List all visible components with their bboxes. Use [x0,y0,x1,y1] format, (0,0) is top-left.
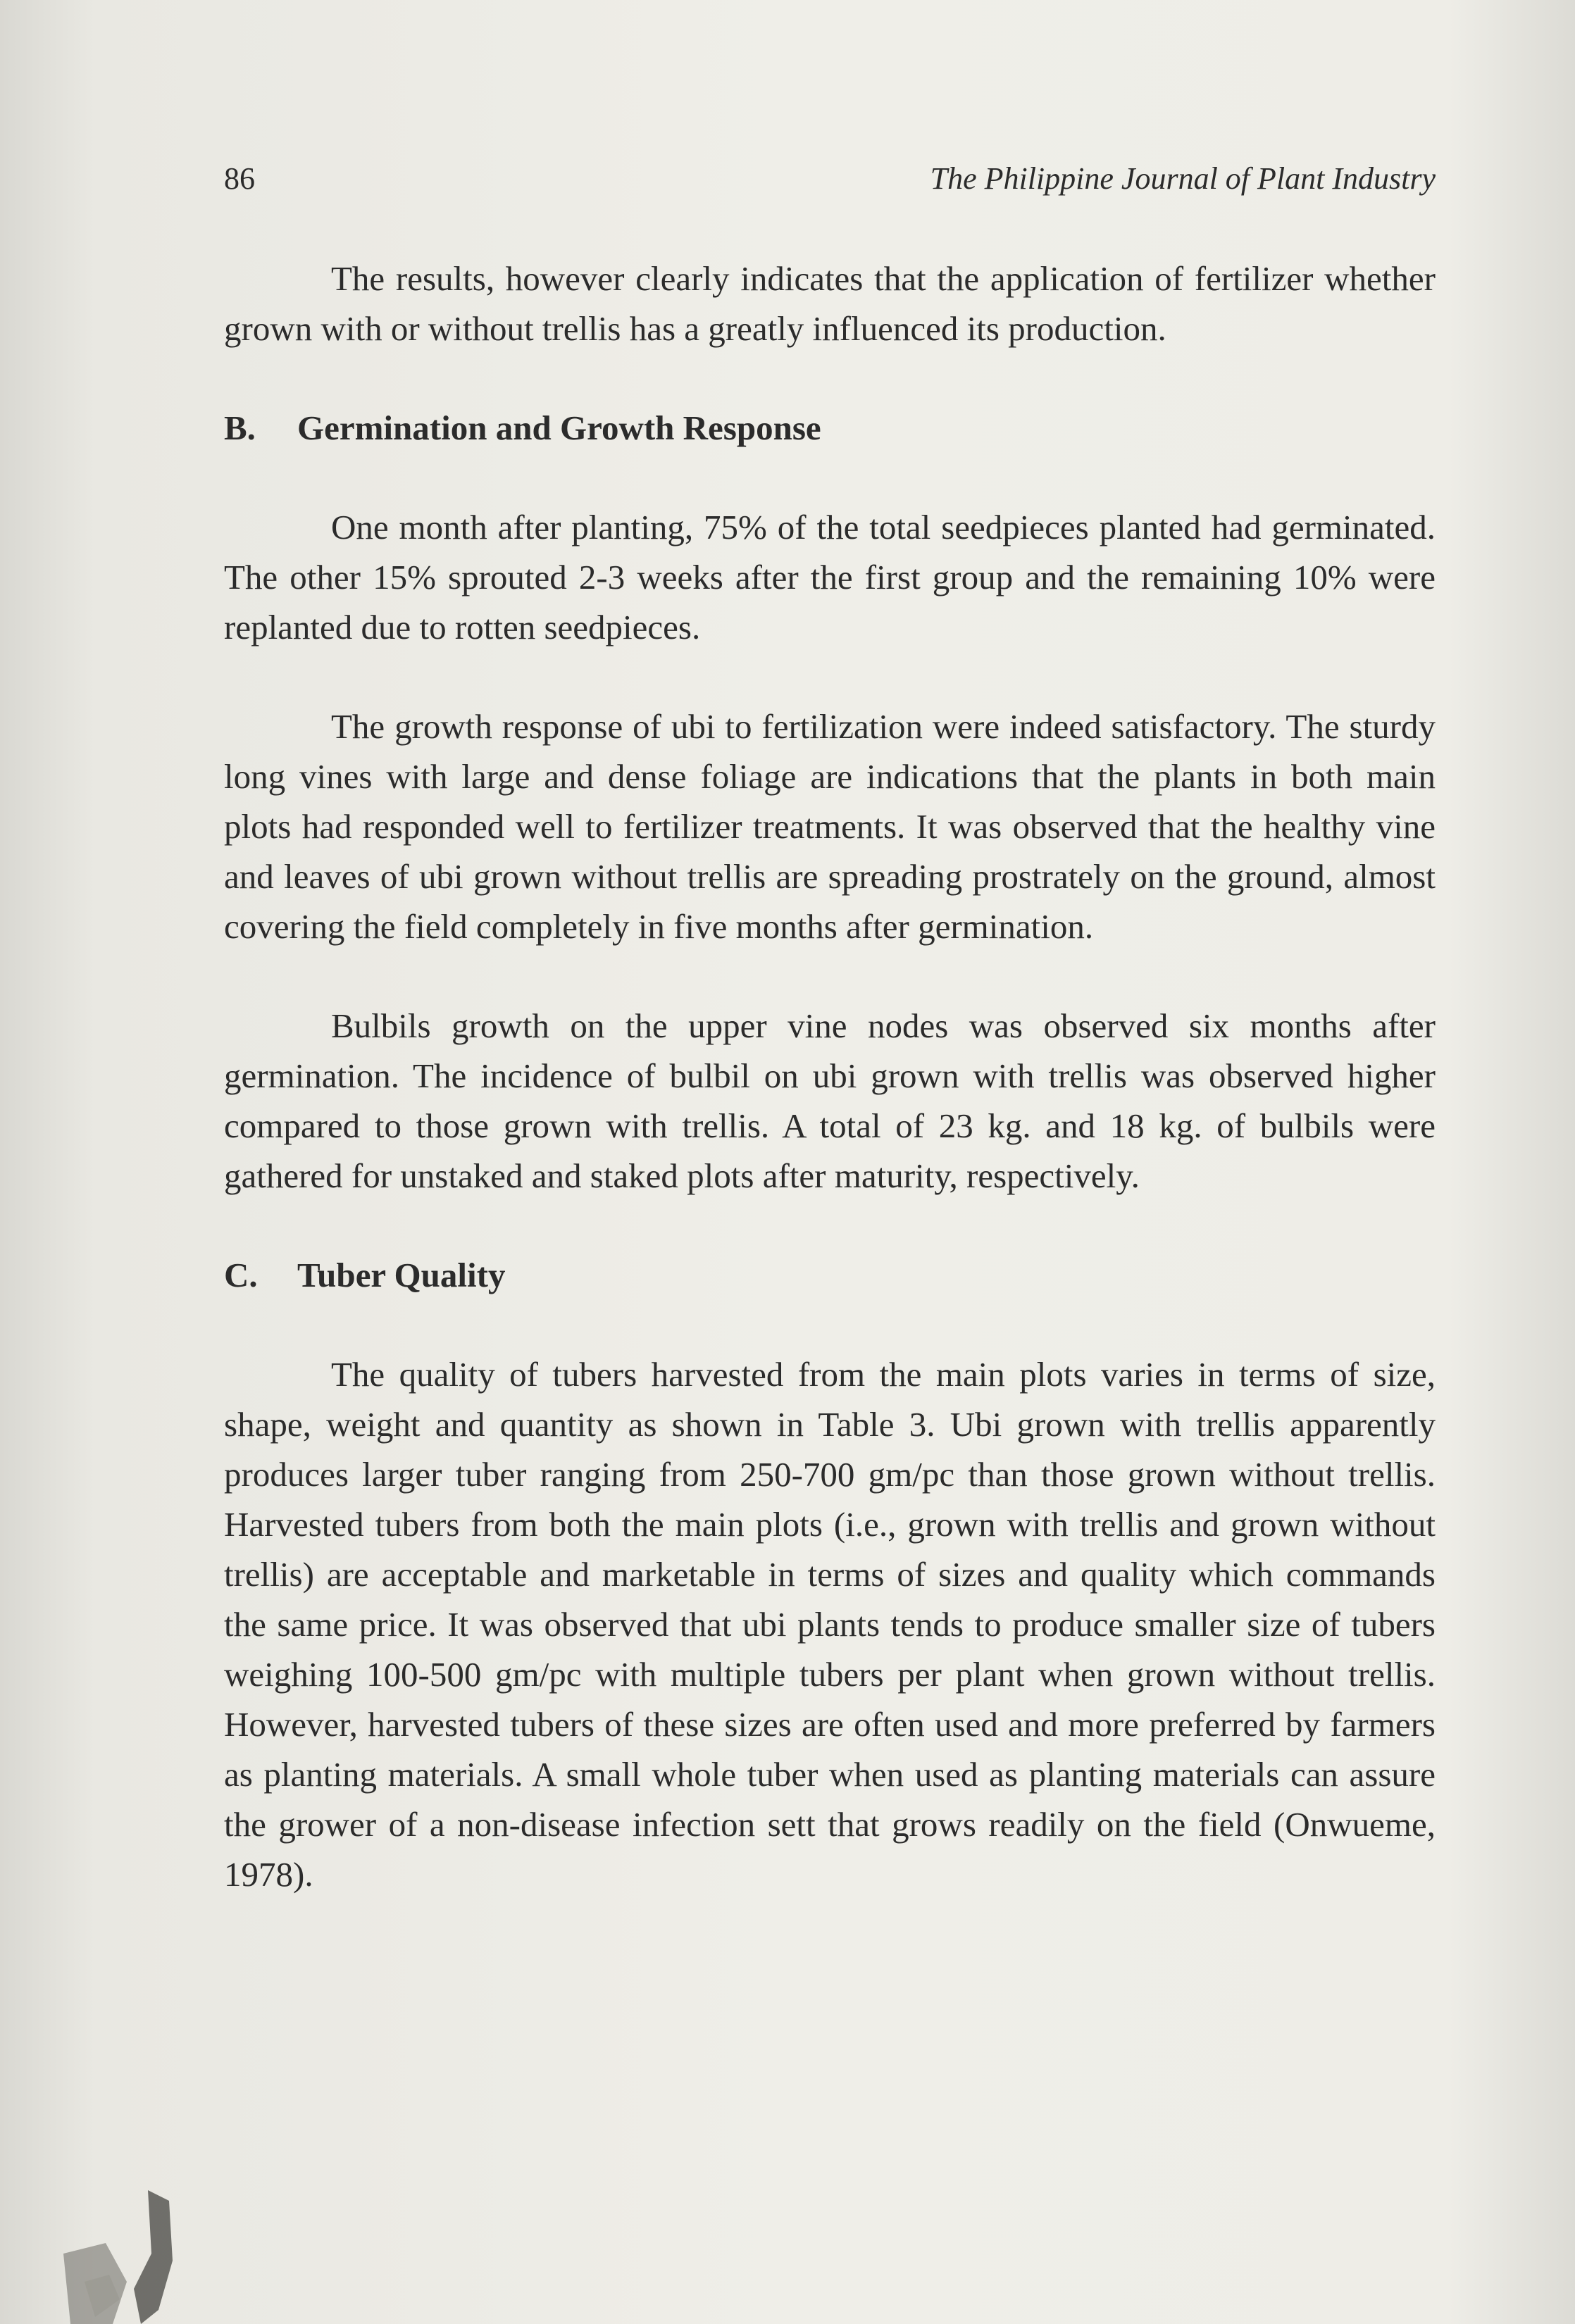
section-title: Tuber Quality [297,1256,506,1294]
section-letter: B. [224,408,256,447]
paragraph-germination: One month after planting, 75% of the total seedpieces planted had germinated. The other 15% sprouted 2-3 weeks after the first group and the remaining 10% were replanted due to rotten seedpieces. [224,508,1436,646]
paragraph-fertilizer-results: The results, however clearly indicates that the application of fertilizer whether grown with or without trellis has a greatly influenced its production. [224,259,1436,348]
paragraph-growth-response: The growth response of ubi to fertilization were indeed satisfactory. The sturdy long vines with large and dense foliage are indications that the plants in both main plots had responded well to fertilizer treatments. It was observed that the healthy vine and leaves of ubi grown without trellis are spreading prostrately on the ground, almost covering the field completely in five months after germination. [224,707,1436,946]
section-title: Germination and Growth Response [297,408,821,447]
running-head: The Philippine Journal of Plant Industry [930,161,1436,196]
paragraph-bulbils: Bulbils growth on the upper vine nodes was observed six months after germination. The incidence of bulbil on ubi grown with trellis was observed higher compared to those grown with trellis. A total of 23 kg. and 18 kg. of bulbils were gathered for unstaked and staked plots after maturity, respectively. [224,1006,1436,1195]
page-header [224,161,1436,203]
section-letter: C. [224,1256,258,1294]
section-heading-germination [224,403,1436,453]
body-text [224,254,1436,1949]
paragraph-tuber-quality: The quality of tubers harvested from the main plots varies in terms of size, shape, weight and quantity as shown in Table 3. Ubi grown with trellis apparently produces larger tuber ranging from 250-700 gm/pc than those grown without trellis. Harvested tubers from both the main plots (i.e., grown with trellis and grown without trellis) are acceptable and marketable in terms of sizes and quality which commands the same price. It was observed that ubi plants tends to produce smaller size of tubers weighing 100-500 gm/pc with multiple tubers per plant when grown without trellis. However, harvested tubers of these sizes are often used and more preferred by farmers as planting materials. A small whole tuber when used as planting materials can assure the grower of a non-disease infection sett that grows readily on the field (Onwueme, 1978). [224,1355,1436,1894]
section-heading-tuber-quality [224,1250,1436,1300]
page-number: 86 [224,161,255,196]
binding-stain-mark [42,2176,176,2324]
